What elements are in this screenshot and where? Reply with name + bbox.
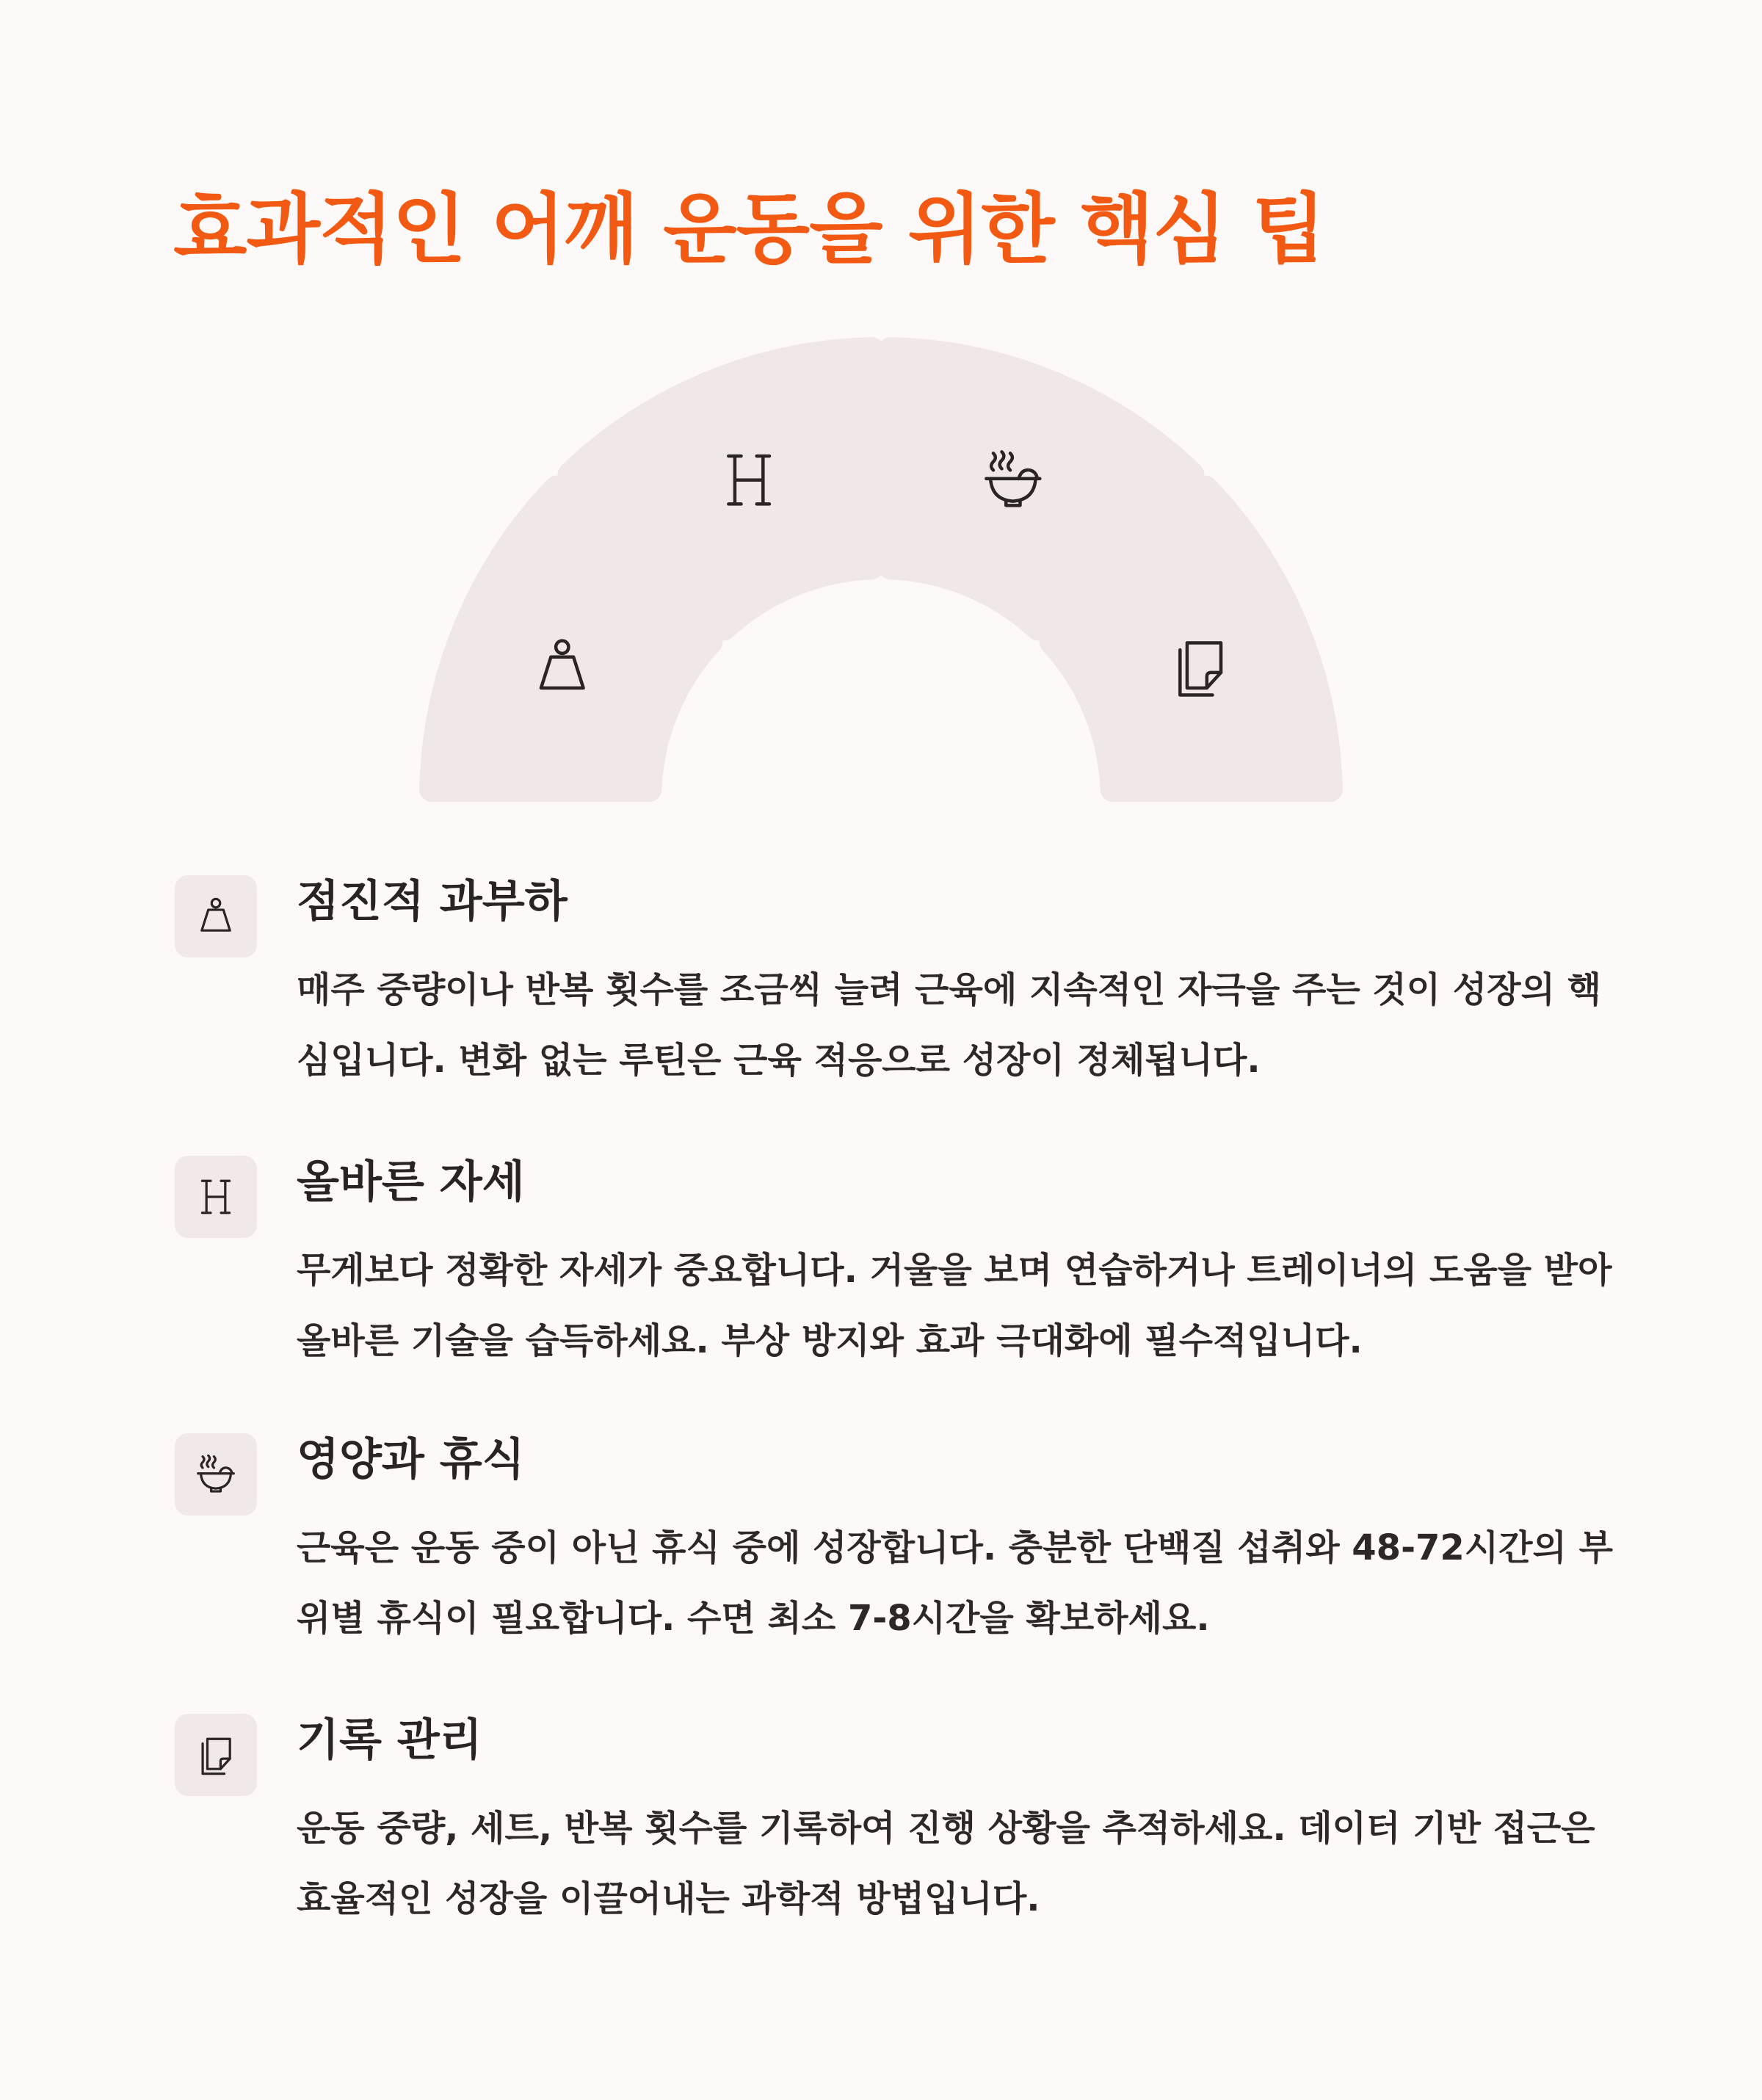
tip-description: 무게보다 정확한 자세가 중요합니다. 거울을 보며 연습하거나 트레이너의 도움을 받아 올바른 기술을 습득하세요. 부상 방지와 효과 극대화에 필수적입니다. bbox=[297, 1250, 1612, 1361]
page-title: 효과적인 어깨 운동을 위한 핵심 팁 bbox=[173, 184, 1325, 274]
tip-icon-badge bbox=[175, 1433, 257, 1516]
serif-h-icon bbox=[202, 1181, 229, 1213]
tip-description: 근육은 운동 중이 아닌 휴식 중에 성장합니다. 충분한 단백질 섭취와 48-72시간의 부위별 휴식이 필요합니다. 수면 최소 7-8시간을 확보하세요. bbox=[297, 1527, 1613, 1639]
tip-icon-badge bbox=[175, 1156, 257, 1238]
sticky-note-icon bbox=[203, 1739, 230, 1773]
sticky-note-icon bbox=[175, 1714, 257, 1796]
tip-description: 운동 중량, 세트, 반복 횟수를 기록하여 진행 상황을 추적하세요. 데이터 기반 접근은 효율적인 성장을 이끌어내는 과학적 방법입니다. bbox=[297, 1808, 1595, 1919]
kettlebell-icon bbox=[175, 875, 257, 957]
tip-heading: 올바른 자세 bbox=[297, 1156, 525, 1208]
steaming-bowl-icon bbox=[175, 1433, 257, 1516]
kettlebell-icon bbox=[202, 899, 230, 930]
tip-heading: 기록 관리 bbox=[297, 1715, 482, 1766]
tip-icon-badge bbox=[175, 1714, 257, 1796]
tip-heading: 점진적 과부하 bbox=[297, 876, 568, 927]
steaming-bowl-icon bbox=[198, 1455, 234, 1491]
tip-description: 매주 중량이나 반복 횟수를 조금씩 늘려 근육에 지속적인 자극을 주는 것이 성장의 핵심입니다. 변화 없는 루틴은 근육 적응으로 성장이 정체됩니다. bbox=[297, 969, 1602, 1081]
tips-wheel-diagram bbox=[0, 0, 1762, 822]
tip-heading: 영양과 휴식 bbox=[297, 1434, 525, 1485]
tip-icon-badge bbox=[175, 875, 257, 957]
serif-h-icon bbox=[175, 1156, 257, 1238]
